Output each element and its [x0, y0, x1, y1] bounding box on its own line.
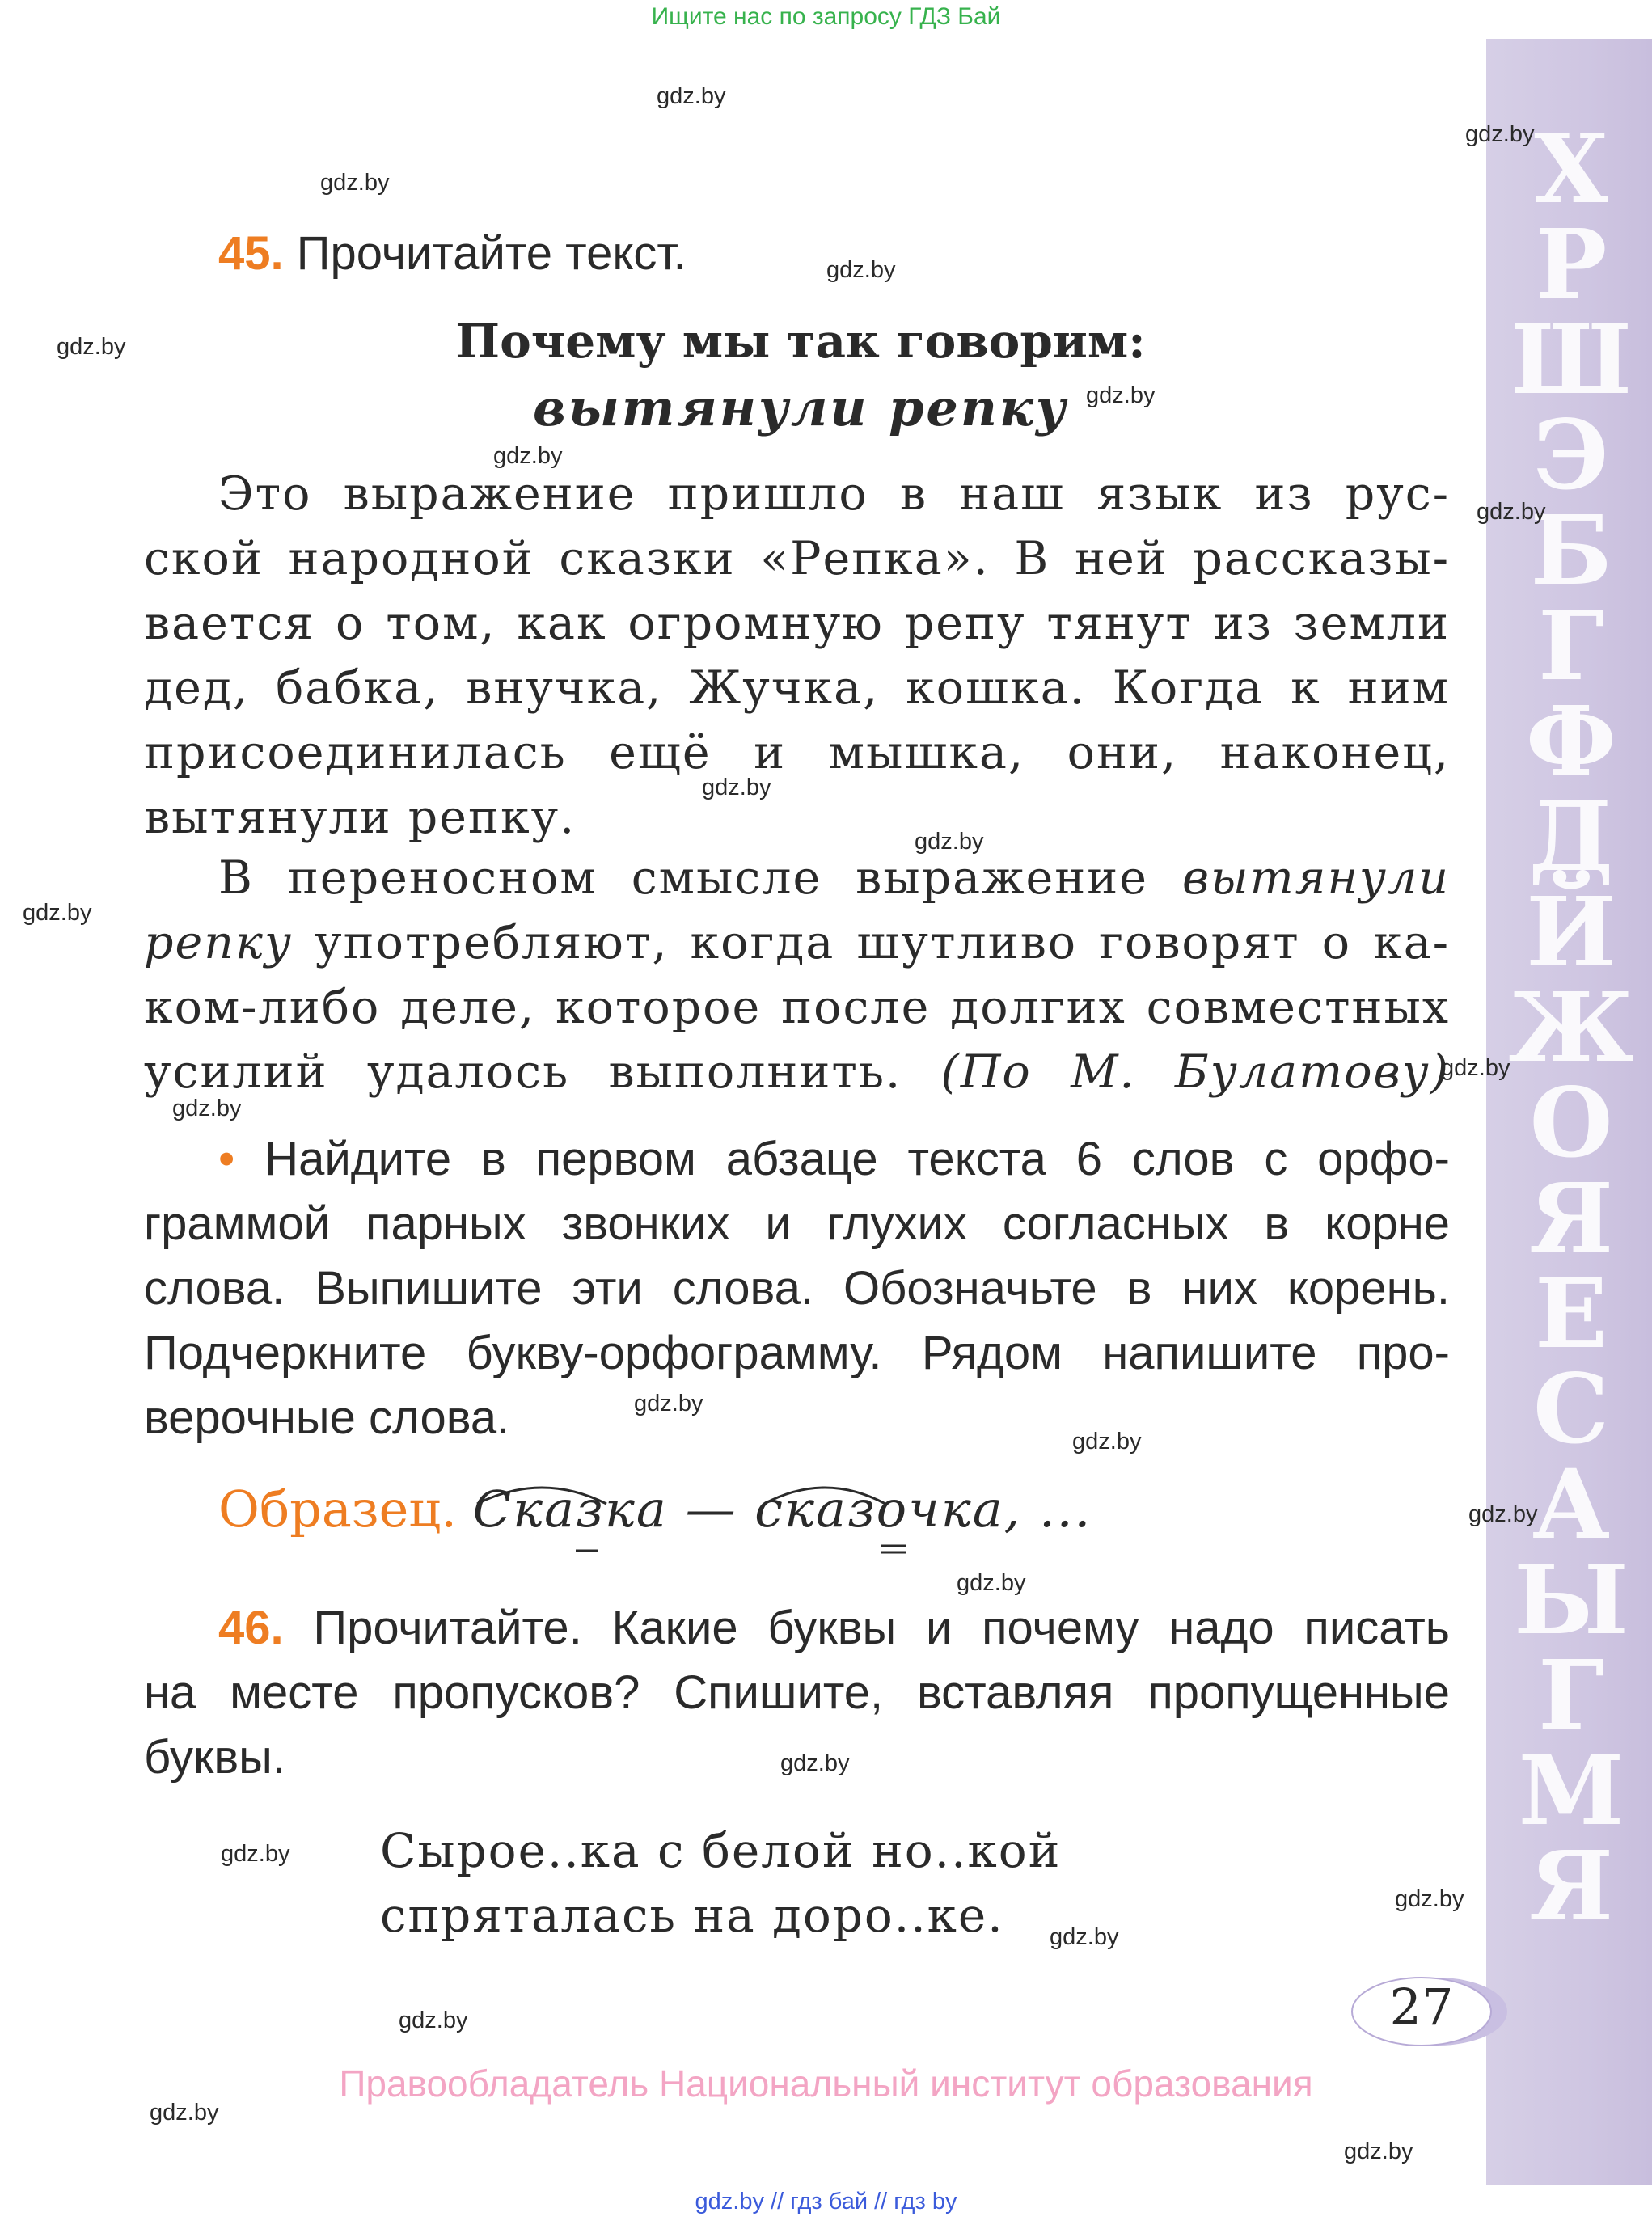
- watermark: gdz.by: [150, 2100, 219, 2126]
- paragraph-2-text: В переносном смысле выражение: [218, 851, 1182, 905]
- watermark: gdz.by: [320, 170, 390, 196]
- side-letter-icon: Г: [1538, 589, 1604, 702]
- exercise-46-line: буквы.: [144, 1731, 285, 1784]
- watermark: gdz.by: [1477, 499, 1546, 525]
- watermark: gdz.by: [657, 83, 726, 109]
- root-arc-icon: [477, 1488, 606, 1504]
- watermark: gdz.by: [221, 1841, 290, 1867]
- side-letter-icon: О: [1529, 1066, 1613, 1179]
- side-letter-icon: Ы: [1514, 1543, 1629, 1656]
- paragraph-2-line: [144, 1045, 1450, 1099]
- watermark: gdz.by: [1050, 1924, 1119, 1950]
- paragraph-1-line: Это выражение пришло в наш язык из рус-: [218, 467, 1450, 521]
- page-number: 27: [1389, 1978, 1454, 2037]
- paragraph-1-line: присоединилась ещё и мышка, они, наконец,: [144, 726, 1450, 779]
- root-arc-marks: [469, 1455, 1116, 1568]
- root-arc-icon: [764, 1488, 885, 1504]
- side-letter-icon: Я: [1528, 1162, 1614, 1274]
- side-letter-icon: Б: [1530, 494, 1612, 606]
- watermark: gdz.by: [172, 1096, 242, 1121]
- paragraph-2-italic-phrase: репку: [144, 916, 294, 969]
- paragraph-1-line: вытянули репку.: [144, 791, 577, 844]
- side-letter-icon: Ш: [1510, 303, 1632, 416]
- task-line: [218, 1132, 1450, 1186]
- watermark: gdz.by: [1086, 382, 1156, 408]
- side-letter-icon: С: [1533, 1353, 1609, 1465]
- watermark: gdz.by: [493, 443, 563, 469]
- watermark: gdz.by: [780, 1750, 850, 1776]
- page-number-badge: [1342, 1973, 1512, 2050]
- story-subtitle: вытянули репку: [533, 378, 1068, 437]
- watermark: gdz.by: [399, 2008, 468, 2033]
- task-line: верочные слова.: [144, 1391, 510, 1444]
- paragraph-2-line: ком-либо деле, которое после долгих совместных: [144, 981, 1450, 1034]
- side-letter-icon: Х: [1534, 121, 1608, 225]
- poem-line: Сырое..ка с белой но..кой: [380, 1823, 1062, 1878]
- side-letter-icon: Э: [1533, 399, 1609, 511]
- paragraph-2-italic-phrase: вытянули: [1181, 851, 1450, 905]
- side-letter-icon: Й: [1526, 876, 1616, 988]
- side-letter-icon: Я: [1528, 1830, 1614, 1942]
- side-letter-icon: Р: [1535, 208, 1608, 320]
- exercise-46-line: [218, 1601, 1450, 1655]
- paragraph-1-line: дед, бабка, внучка, Жучка, кошка. Когда к ним: [144, 661, 1450, 715]
- paragraph-1-line: вается о том, как огромную репу тянут из земли: [144, 597, 1450, 650]
- side-letter-icon: Ж: [1508, 971, 1634, 1083]
- watermark: gdz.by: [1072, 1429, 1142, 1454]
- sample-text: Сказка — сказочка, ...: [472, 1480, 1092, 1539]
- exercise-46-line: на месте пропусков? Спишите, вставляя пропущенные: [144, 1666, 1450, 1719]
- exercise-46-text: Прочитайте. Какие буквы и почему надо писать: [313, 1602, 1450, 1654]
- task-line: слова. Выпишите эти слова. Обозначьте в них корень.: [144, 1262, 1450, 1315]
- bottom-links[interactable]: gdz.by // гдз бай // гдз by: [695, 2189, 957, 2214]
- watermark: gdz.by: [1465, 121, 1535, 147]
- exercise-45-heading: [218, 226, 687, 281]
- watermark: gdz.by: [957, 1570, 1026, 1596]
- side-alphabet-letters: [1494, 121, 1648, 2143]
- source-attribution: (По М. Булатову): [940, 1045, 1450, 1099]
- watermark: gdz.by: [634, 1391, 703, 1416]
- side-letter-icon: Е: [1535, 1257, 1608, 1370]
- watermark: gdz.by: [1395, 1886, 1464, 1912]
- side-letter-icon: М: [1518, 1734, 1625, 1847]
- copyright-footer: Правообладатель Национальный институт образования: [339, 2062, 1313, 2105]
- task-line: граммой парных звонких и глухих согласных в корне: [144, 1197, 1450, 1250]
- top-banner[interactable]: Ищите нас по запросу ГДЗ Бай: [651, 3, 1001, 30]
- side-letter-icon: Д: [1528, 780, 1614, 893]
- watermark: gdz.by: [915, 829, 984, 855]
- watermark: gdz.by: [57, 334, 126, 360]
- paragraph-2-text: употребляют, когда шутливо говорят о ка-: [293, 916, 1450, 969]
- exercise-number: 46.: [218, 1602, 284, 1654]
- side-letter-icon: Г: [1538, 1639, 1604, 1751]
- task-text: Найдите в первом абзаце текста 6 слов с орфо-: [264, 1133, 1450, 1185]
- side-letter-icon: Ф: [1526, 685, 1616, 797]
- paragraph-1-line: ской народной сказки «Репка». В ней рассказы-: [144, 532, 1450, 585]
- exercise-instruction: Прочитайте текст.: [296, 227, 687, 280]
- watermark: gdz.by: [702, 775, 771, 800]
- watermark: gdz.by: [23, 900, 92, 926]
- exercise-number: 45.: [218, 227, 284, 280]
- bullet-icon: •: [218, 1133, 235, 1185]
- watermark: gdz.by: [826, 257, 896, 283]
- watermark: gdz.by: [1468, 1501, 1538, 1527]
- paragraph-2-line: [144, 916, 1450, 969]
- story-title: Почему мы так говорим:: [455, 314, 1146, 369]
- poem-line: спряталась на доро..ке.: [380, 1888, 1004, 1943]
- paragraph-2-line: [218, 851, 1450, 905]
- task-line: Подчеркните букву-орфограмму. Рядом напишите про-: [144, 1327, 1450, 1379]
- paragraph-2-text: усилий удалось выполнить.: [144, 1045, 941, 1099]
- watermark: gdz.by: [1441, 1055, 1510, 1081]
- sample-label: Образец.: [218, 1480, 457, 1539]
- side-letter-icon: А: [1532, 1448, 1611, 1560]
- watermark: gdz.by: [1344, 2138, 1413, 2164]
